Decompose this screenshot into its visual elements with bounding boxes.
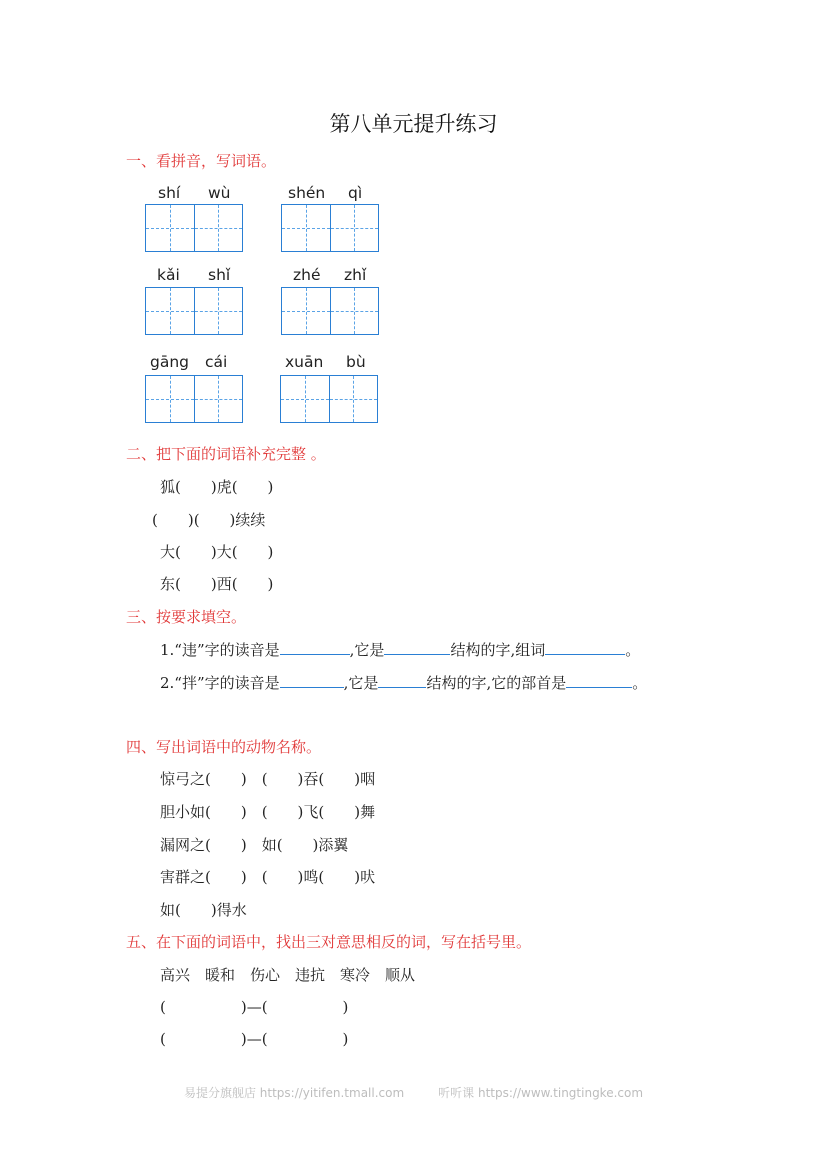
question-text: 结构的字,它的部首是 xyxy=(426,674,567,692)
idiom-line: 东( )西( ) xyxy=(160,575,274,593)
question-text: 。 xyxy=(625,641,641,659)
pinyin: qì xyxy=(348,184,363,202)
writing-grid[interactable] xyxy=(280,375,378,423)
idiom-line: 漏网之( ) 如( )添翼 xyxy=(160,836,349,854)
pinyin: xuān xyxy=(285,353,324,371)
answer-blank[interactable] xyxy=(384,639,450,655)
pinyin: shǐ xyxy=(208,266,231,284)
section-5-heading: 五、在下面的词语中，找出三对意思相反的词，写在括号里。 xyxy=(126,933,532,951)
writing-grid[interactable] xyxy=(145,375,243,423)
idiom-line: 胆小如( ) ( )飞( )舞 xyxy=(160,803,376,821)
footer-right-link[interactable]: 听听课 https://www.tingtingke.com xyxy=(438,1086,644,1100)
pinyin: shén xyxy=(288,184,326,202)
question-text: 结构的字,组词 xyxy=(450,641,546,659)
idiom-line: 大( )大( ) xyxy=(160,543,274,561)
section-2-heading: 二、把下面的词语补充完整 。 xyxy=(126,445,326,463)
question-1 xyxy=(160,639,640,660)
pinyin: shí xyxy=(158,184,181,202)
writing-grid[interactable] xyxy=(281,287,379,335)
question-text: 。 xyxy=(632,674,648,692)
writing-grid[interactable] xyxy=(145,287,243,335)
answer-blank[interactable] xyxy=(280,672,344,688)
answer-blank[interactable] xyxy=(566,672,632,688)
idiom-line: 如( )得水 xyxy=(160,901,247,919)
section-3-heading: 三、按要求填空。 xyxy=(126,608,247,626)
section-4-heading: 四、写出词语中的动物名称。 xyxy=(126,738,322,756)
answer-blank[interactable] xyxy=(280,639,350,655)
pinyin: bù xyxy=(346,353,366,371)
page-title: 第八单元提升练习 xyxy=(329,112,498,136)
writing-grid[interactable] xyxy=(281,204,379,252)
question-2 xyxy=(160,672,647,693)
idiom-line: 惊弓之( ) ( )吞( )咽 xyxy=(160,770,376,788)
question-text: 2.“拌”字的读音是 xyxy=(160,674,280,692)
pinyin: kǎi xyxy=(157,266,180,284)
idiom-line: 害群之( ) ( )鸣( )吠 xyxy=(160,868,376,886)
question-text: ,它是 xyxy=(349,641,385,659)
antonym-line: ( )—( ) xyxy=(160,998,349,1016)
writing-grid[interactable] xyxy=(145,204,243,252)
pinyin: gāng xyxy=(150,353,189,371)
question-text: ,它是 xyxy=(343,674,379,692)
idiom-line: 狐( )虎( ) xyxy=(160,478,274,496)
footer-left-link[interactable]: 易提分旗舰店 https://yitifen.tmall.com xyxy=(183,1086,405,1100)
question-text: 1.“违”字的读音是 xyxy=(160,641,280,659)
pinyin: cái xyxy=(205,353,228,371)
answer-blank[interactable] xyxy=(545,639,625,655)
antonym-line: ( )—( ) xyxy=(160,1030,349,1048)
word-list: 高兴 暖和 伤心 违抗 寒冷 顺从 xyxy=(160,966,416,984)
idiom-line: ( )( )续续 xyxy=(152,511,266,529)
pinyin: zhé xyxy=(293,266,321,284)
section-1-heading: 一、看拼音，写词语。 xyxy=(126,152,277,170)
footer xyxy=(0,1084,827,1101)
pinyin: zhǐ xyxy=(344,266,367,284)
pinyin: wù xyxy=(208,184,231,202)
answer-blank[interactable] xyxy=(378,672,426,688)
